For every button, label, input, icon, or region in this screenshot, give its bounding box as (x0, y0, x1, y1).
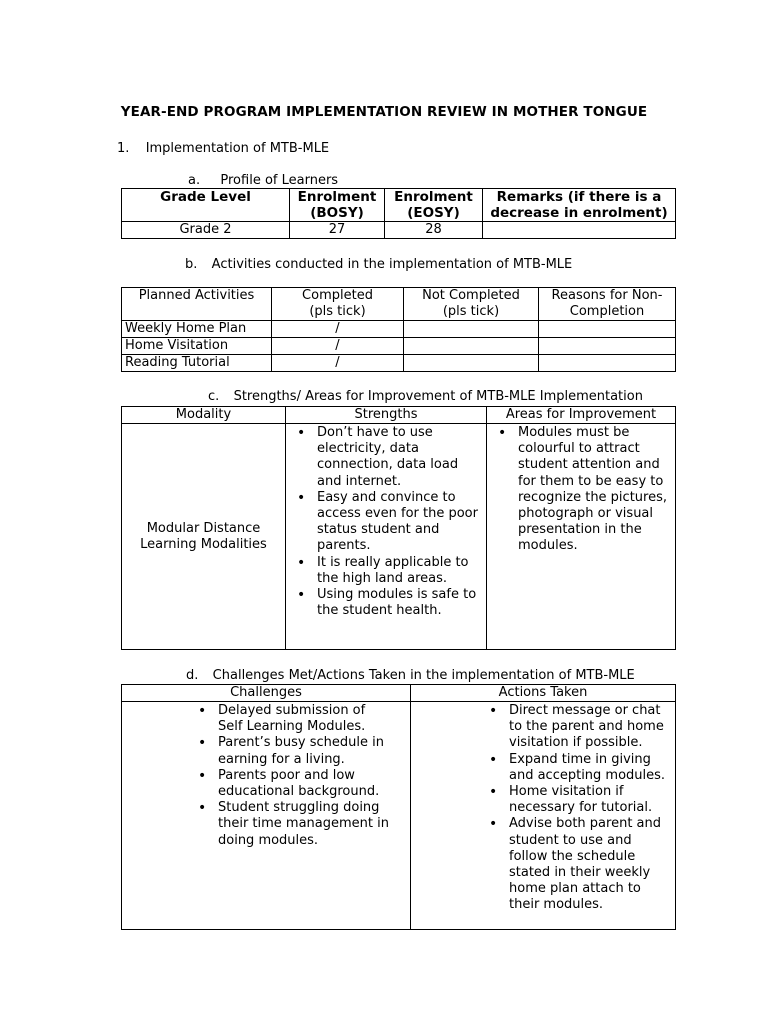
list-item: • Parents poor and low educational background. (190, 768, 390, 800)
cell-improvements (487, 424, 676, 650)
page-title: YEAR-END PROGRAM IMPLEMENTATION REVIEW IN MOTHER TONGUE (120, 104, 648, 120)
table-row (122, 355, 676, 372)
cell-activity: Home Visitation (122, 338, 272, 355)
subheading-letter: c. (208, 389, 220, 404)
cell-bosy: 27 (290, 222, 385, 239)
subheading-activities (185, 257, 572, 272)
list-item: • Parent’s busy schedule in earning for a living. (190, 735, 390, 767)
profile-table (121, 188, 676, 239)
header-reasons: Reasons for Non- Completion (539, 288, 676, 321)
subheading-label: Strengths/ Areas for Improvement of MTB-MLE Implementation (233, 389, 643, 404)
cell-not-completed (404, 355, 539, 372)
subheading-label: Challenges Met/Actions Taken in the implementation of MTB-MLE (212, 668, 635, 683)
list-item: • It is really applicable to the high land areas. (289, 555, 483, 587)
cell-modality: Modular Distance Learning Modalities (122, 424, 286, 650)
challenges-header-row (122, 685, 676, 702)
list-item: • Direct message or chat to the parent and home visitation if possible. (481, 703, 667, 752)
strengths-header-row (122, 407, 676, 424)
subheading-label: Profile of Learners (220, 173, 339, 188)
challenges-list (190, 703, 390, 849)
table-row (122, 338, 676, 355)
table-row (122, 702, 676, 930)
cell-reason (539, 355, 676, 372)
subheading-letter: b. (185, 257, 198, 272)
section-number: 1. (117, 141, 130, 156)
actions-list (481, 703, 667, 914)
list-item: • Don’t have to use electricity, data connection, data load and internet. (289, 425, 483, 490)
cell-not-completed (404, 338, 539, 355)
cell-completed: / (272, 338, 404, 355)
cell-actions (411, 702, 676, 930)
improvements-list (490, 425, 672, 555)
header-enrolment-eosy: Enrolment (EOSY) (385, 189, 483, 222)
list-item: • Advise both parent and student to use and follow the schedule stated in their weekly home plan attach to their modules. (481, 816, 667, 913)
subheading-letter: d. (186, 668, 199, 683)
list-item: • Delayed submission of Self Learning Modules. (190, 703, 390, 735)
list-item: • Easy and convince to access even for the poor status student and parents. (289, 490, 483, 555)
table-row (122, 222, 676, 239)
activities-table (121, 287, 676, 372)
subheading-strengths (208, 389, 643, 404)
header-actions-taken: Actions Taken (411, 685, 676, 702)
list-item: • Modules must be colourful to attract student attention and for them to be easy to recognize the pictures, photograph or visual presentation in the modules. (490, 425, 672, 555)
header-grade-level: Grade Level (122, 189, 290, 222)
subheading-letter: a. (188, 173, 201, 188)
cell-strengths (286, 424, 487, 650)
cell-challenges (122, 702, 411, 930)
cell-grade-level: Grade 2 (122, 222, 290, 239)
header-areas-improvement: Areas for Improvement (487, 407, 676, 424)
list-item: • Expand time in giving and accepting modules. (481, 752, 667, 784)
subheading-label: Activities conducted in the implementation of MTB-MLE (211, 257, 573, 272)
subheading-profile (188, 173, 338, 188)
cell-activity: Weekly Home Plan (122, 321, 272, 338)
table-row (122, 424, 676, 650)
list-item: • Home visitation if necessary for tutorial. (481, 784, 667, 816)
table-row (122, 321, 676, 338)
strengths-table (121, 406, 676, 650)
header-enrolment-bosy: Enrolment (BOSY) (290, 189, 385, 222)
header-modality: Modality (122, 407, 286, 424)
header-remarks: Remarks (if there is a decrease in enrolment) (483, 189, 676, 222)
strengths-list (289, 425, 483, 619)
activities-header-row (122, 288, 676, 321)
cell-completed: / (272, 321, 404, 338)
section-label: Implementation of MTB-MLE (145, 141, 330, 156)
header-not-completed: Not Completed (pls tick) (404, 288, 539, 321)
profile-header-row (122, 189, 676, 222)
cell-activity: Reading Tutorial (122, 355, 272, 372)
challenges-table (121, 684, 676, 930)
section-heading-implementation (117, 141, 329, 156)
cell-reason (539, 338, 676, 355)
header-planned-activities: Planned Activities (122, 288, 272, 321)
header-strengths: Strengths (286, 407, 487, 424)
cell-remarks (483, 222, 676, 239)
header-completed: Completed (pls tick) (272, 288, 404, 321)
list-item: • Using modules is safe to the student health. (289, 587, 483, 619)
cell-reason (539, 321, 676, 338)
subheading-challenges (186, 668, 635, 683)
cell-completed: / (272, 355, 404, 372)
cell-not-completed (404, 321, 539, 338)
cell-eosy: 28 (385, 222, 483, 239)
header-challenges: Challenges (122, 685, 411, 702)
list-item: • Student struggling doing their time management in doing modules. (190, 800, 390, 849)
